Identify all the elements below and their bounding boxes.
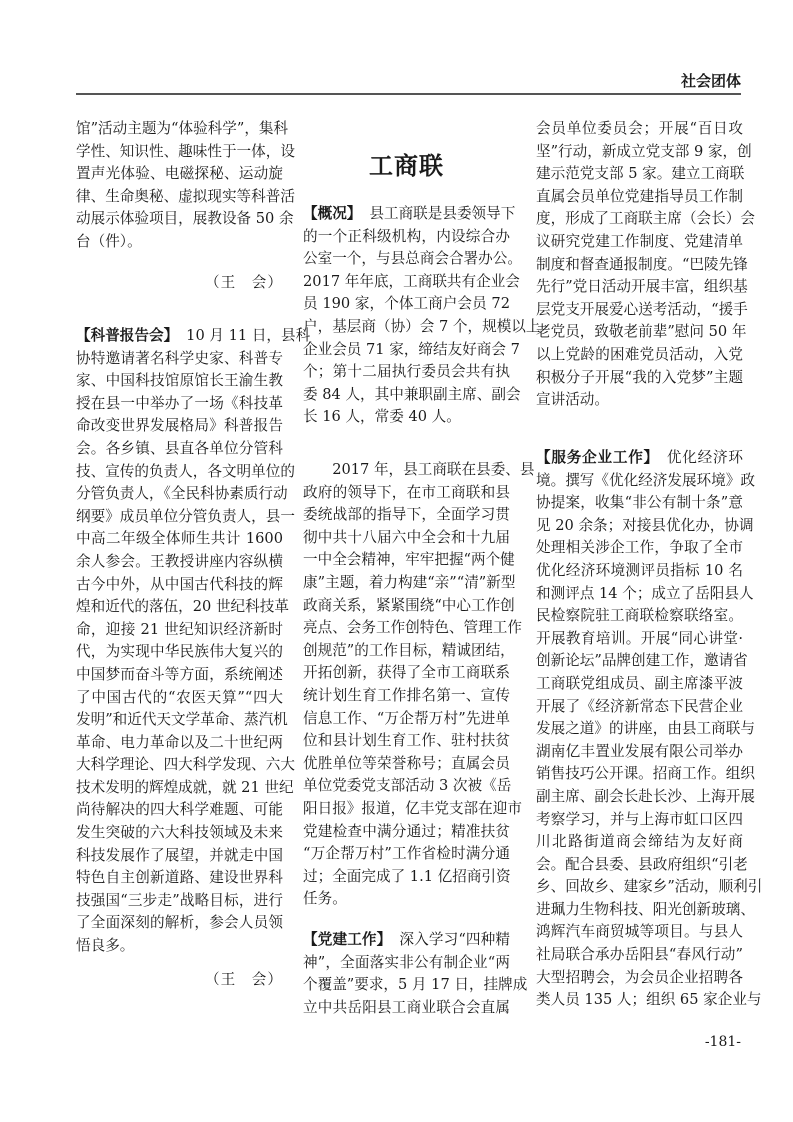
text-line bbox=[76, 822, 283, 845]
line-text: 命，迎接 21 世纪知识经济新时 bbox=[76, 620, 283, 638]
text-line bbox=[303, 798, 522, 821]
text-line bbox=[536, 673, 743, 696]
text-line bbox=[303, 271, 520, 294]
line-text: 授在县一中举办了一场《科技革 bbox=[76, 394, 283, 412]
text-line bbox=[76, 777, 294, 800]
text-line bbox=[76, 664, 283, 687]
line-text: 境。撰写《优化经济发展环境》政 bbox=[536, 471, 755, 489]
text-line bbox=[76, 754, 295, 777]
line-text: 阳日报》报道，亿丰党支部在迎市 bbox=[303, 799, 522, 817]
line-text: 县工商联是县委领导下 bbox=[369, 205, 516, 222]
line-text: 一中全会精神，牢牢把握“两个健 bbox=[303, 551, 515, 569]
text-line bbox=[76, 799, 283, 822]
line-text: 优化经济环 bbox=[666, 449, 743, 466]
section-heading: 【党建工作】 bbox=[303, 931, 392, 948]
line-text: 制度和督查通报制度。“巴陵先锋 bbox=[536, 255, 748, 273]
line-text: 悟良多。 bbox=[76, 937, 135, 955]
line-text: 副主席、副会长赴长沙、上海开展 bbox=[536, 787, 755, 805]
text-line bbox=[76, 528, 283, 551]
line-text: 发明”和近代天文学革命、蒸汽机 bbox=[76, 711, 288, 729]
text-line bbox=[303, 866, 510, 889]
line-text: 特色自主创新道路、建设世界科 bbox=[76, 869, 283, 887]
article-title: 工商联 bbox=[369, 151, 444, 180]
section-heading: 【概况】 bbox=[303, 205, 362, 222]
text-line bbox=[303, 952, 510, 975]
text-line bbox=[76, 912, 283, 935]
text-line bbox=[536, 344, 743, 367]
line-text: 政商关系，紧紧围绕“中心工作创 bbox=[303, 596, 515, 614]
line-text: 馆”活动主题为“体验科学”，集科 bbox=[76, 120, 289, 137]
line-text: 会员单位委员会；开展“百日攻 bbox=[536, 120, 743, 137]
line-text: 老党员，致敬老前辈”慰问 50 年 bbox=[536, 323, 747, 341]
line-text: 会。配合县委、县政府组织“引老 bbox=[536, 855, 748, 873]
line-text: 技、宣传的负责人，各文明单位的 bbox=[76, 462, 295, 480]
line-text: 深入学习“四种精 bbox=[399, 931, 510, 948]
text-line bbox=[303, 482, 510, 505]
text-line bbox=[76, 461, 295, 484]
line-text: 统计划生育工作排名第一、宣传 bbox=[303, 686, 510, 704]
line-text: 社局联合承办岳阳县“春风行动” bbox=[536, 946, 743, 964]
line-text: 建示范党支部 5 家。建立工商联 bbox=[536, 165, 745, 183]
line-text: 律、生命奥秘、虚拟现实等科普活 bbox=[76, 187, 295, 205]
text-line bbox=[303, 753, 510, 776]
text-line bbox=[536, 741, 743, 764]
line-text: 积极分子开展“我的入党梦”主题 bbox=[536, 368, 743, 386]
line-text: 优化经济环境测评员指标 10 名 bbox=[536, 561, 743, 579]
line-text: 优胜单位等荣誉称号；直属会员 bbox=[303, 754, 510, 772]
line-text: 民检察院驻工商联检察联络室。 bbox=[536, 607, 743, 625]
author-credit: （王 会） bbox=[205, 971, 283, 988]
author-credit: （王 会） bbox=[205, 274, 283, 291]
line-text: 大型招聘会，为会员企业招聘各 bbox=[536, 968, 743, 986]
line-text: 代，为实现中华民族伟大复兴的 bbox=[76, 643, 283, 661]
text-line bbox=[76, 163, 283, 186]
text-line bbox=[76, 483, 288, 506]
line-text: 协特邀请著名科学史家、科普专 bbox=[76, 349, 283, 367]
text-line bbox=[536, 854, 748, 877]
line-text: 的一个正科级机构，内设综合办 bbox=[303, 227, 510, 245]
text-line bbox=[76, 935, 283, 958]
text-line bbox=[303, 974, 528, 997]
text-line bbox=[536, 299, 748, 322]
line-text: 销售技巧公开课。招商工作。组织 bbox=[536, 765, 755, 783]
line-text: 2017 年年底，工商联共有企业会 bbox=[303, 272, 520, 290]
text-line bbox=[303, 504, 510, 527]
text-line bbox=[536, 447, 743, 470]
line-text: 了全面深刻的解析，参会人员领 bbox=[76, 914, 283, 932]
text-line bbox=[76, 393, 283, 416]
line-text: 川北路街道商会缔结为友好商 bbox=[536, 833, 743, 851]
text-line bbox=[536, 515, 754, 538]
text-line bbox=[76, 208, 294, 231]
text-line bbox=[536, 208, 755, 231]
text-line bbox=[536, 321, 747, 344]
line-text: 委 84 人，其中兼职副主席、副会 bbox=[303, 385, 521, 403]
text-line bbox=[536, 967, 743, 990]
line-text: 先行”党日活动开展丰富，组织基 bbox=[536, 278, 748, 296]
text-line bbox=[76, 574, 283, 597]
text-line bbox=[303, 572, 516, 595]
text-line bbox=[303, 685, 510, 708]
text-line bbox=[76, 370, 283, 393]
line-text: 单位党委党支部活动 3 次被《岳 bbox=[303, 777, 512, 795]
text-line bbox=[536, 605, 743, 628]
line-text: 进珮力生物科技、阳光创新玻璃、 bbox=[536, 900, 755, 918]
line-text: 任务。 bbox=[303, 890, 347, 908]
line-text: 处理相关涉企工作，争取了全市 bbox=[536, 539, 743, 557]
line-text: 了中国古代的“农医天算”“四大 bbox=[76, 688, 283, 706]
text-line bbox=[76, 438, 283, 461]
text-line bbox=[536, 831, 743, 854]
line-text: 以上党龄的困难党员活动，入党 bbox=[536, 345, 743, 363]
line-text: 纲要》成员单位分管负责人，县一 bbox=[76, 507, 295, 525]
line-text: 尚待解决的四大科学难题、可能 bbox=[76, 801, 283, 819]
line-text: 开拓创新，获得了全市工商联系 bbox=[303, 664, 510, 682]
line-text: 层党支开展爱心送考活动，“援手 bbox=[536, 300, 748, 318]
line-text: 信息工作、“万企帮万村”先进单 bbox=[303, 709, 510, 727]
text-line bbox=[536, 141, 752, 164]
text-line bbox=[76, 709, 288, 732]
text-line bbox=[76, 641, 283, 664]
line-text: 长 16 人，常委 40 人。 bbox=[303, 408, 461, 426]
line-text: 度，形成了工商联主席（会长）会 bbox=[536, 210, 755, 228]
line-text: 中高二年级全体师生共计 1600 bbox=[76, 530, 283, 548]
text-line bbox=[76, 415, 283, 438]
text-line bbox=[536, 650, 748, 673]
text-line bbox=[76, 687, 283, 710]
line-text: 协提案，收集“非公有制十条”意 bbox=[536, 494, 743, 512]
text-line bbox=[303, 203, 516, 226]
text-line bbox=[536, 118, 743, 141]
line-text: 创新论坛”品牌创建工作，邀请省 bbox=[536, 652, 748, 670]
line-text: 10 月 11 日，县科 bbox=[186, 327, 311, 344]
section-title: 社会团体 bbox=[680, 72, 741, 90]
paragraph-enterprise-service bbox=[536, 447, 763, 1012]
line-text: 公室一个，与县总商会合署办公。 bbox=[303, 250, 522, 268]
text-line bbox=[536, 389, 743, 412]
text-line bbox=[536, 367, 743, 390]
paragraph-science-museum bbox=[76, 118, 295, 254]
text-line bbox=[76, 506, 295, 529]
text-line bbox=[536, 989, 762, 1012]
text-line bbox=[303, 708, 510, 731]
text-line bbox=[536, 944, 743, 967]
line-text: 议研究党建工作制度、党建清单 bbox=[536, 232, 743, 250]
text-line bbox=[303, 617, 522, 640]
text-line bbox=[303, 662, 510, 685]
line-text: 台（件）。 bbox=[76, 232, 142, 250]
line-text: 坚”行动，新成立党支部 9 家，创 bbox=[536, 142, 752, 160]
line-text: 技术发明的辉煌成就，就 21 世纪 bbox=[76, 778, 294, 796]
text-line bbox=[76, 551, 283, 574]
text-line bbox=[303, 293, 510, 316]
section-heading: 【服务企业工作】 bbox=[536, 449, 659, 466]
line-text: 过；全面完成了 1.1 亿招商引资 bbox=[303, 867, 511, 885]
line-text: 宣讲活动。 bbox=[536, 391, 609, 409]
line-text: 企业会员 71 家，缔结友好商会 7 bbox=[303, 340, 520, 358]
line-text: 和测评点 14 个；成立了岳阳县人 bbox=[536, 584, 754, 602]
line-text: 煌和近代的落伍，20 世纪科技革 bbox=[76, 598, 289, 616]
line-text: 发展之道》的讲座，由县工商联与 bbox=[536, 720, 755, 738]
paragraph-overview bbox=[303, 203, 541, 429]
line-text: 类人员 135 人；组织 65 家企业与 bbox=[536, 991, 762, 1009]
text-line bbox=[76, 141, 295, 164]
text-line bbox=[536, 718, 755, 741]
text-line bbox=[303, 316, 541, 339]
text-line bbox=[303, 888, 510, 911]
text-line bbox=[303, 248, 522, 271]
text-line bbox=[76, 596, 289, 619]
text-line bbox=[536, 470, 755, 493]
line-text: 分管负责人，《全民科协素质行动 bbox=[76, 485, 288, 503]
line-text: 技强国“三步走”战略目标，进行 bbox=[76, 891, 283, 909]
text-line bbox=[536, 276, 748, 299]
text-line bbox=[303, 775, 510, 798]
line-text: 大科学理论、四大科学发现、六大 bbox=[76, 756, 295, 774]
line-text: 开展了《经济新常态下民营企业 bbox=[536, 697, 743, 715]
line-text: 考察学习，并与上海市虹口区四 bbox=[536, 810, 743, 828]
text-line bbox=[76, 619, 283, 642]
line-text: 学性、知识性、趣味性于一体，设 bbox=[76, 142, 295, 160]
line-text: 彻中共十八届六中全会和十九届 bbox=[303, 528, 510, 546]
text-line bbox=[76, 732, 283, 755]
text-line bbox=[536, 583, 754, 606]
line-text: 湖南亿丰置业发展有限公司举办 bbox=[536, 742, 743, 760]
text-line bbox=[536, 899, 755, 922]
text-line bbox=[536, 537, 743, 560]
text-line bbox=[303, 843, 510, 866]
line-text: 亮点、会务工作创特色、管理工作 bbox=[303, 619, 522, 637]
text-line bbox=[76, 890, 283, 913]
line-text: 发生突破的六大科技领域及未来 bbox=[76, 824, 283, 842]
text-line bbox=[536, 876, 763, 899]
line-text: 科技发展作了展望，并就走中国 bbox=[76, 846, 283, 864]
text-line bbox=[303, 997, 510, 1020]
text-line bbox=[303, 929, 510, 952]
text-line bbox=[536, 560, 743, 583]
text-line bbox=[76, 186, 295, 209]
text-line bbox=[303, 406, 510, 429]
line-text: 政府的领导下，在市工商联和县 bbox=[303, 483, 510, 501]
text-line bbox=[76, 325, 311, 348]
line-text: 直属会员单位党建指导员工作制 bbox=[536, 187, 743, 205]
line-text: 党建检查中满分通过；精准扶贫 bbox=[303, 822, 510, 840]
line-text: 会。各乡镇、县直各单位分管科 bbox=[76, 439, 283, 457]
text-line bbox=[76, 348, 283, 371]
line-text: 革命、电力革命以及二十世纪两 bbox=[76, 733, 283, 751]
text-line bbox=[536, 628, 743, 651]
text-line bbox=[303, 384, 521, 407]
line-text: 古今中外，从中国古代科技的辉 bbox=[76, 575, 283, 593]
section-heading: 【科普报告会】 bbox=[76, 327, 179, 344]
text-line bbox=[303, 640, 515, 663]
text-line bbox=[76, 231, 283, 254]
text-line bbox=[303, 730, 510, 753]
text-line bbox=[536, 186, 743, 209]
paragraph-science-lecture bbox=[76, 325, 311, 958]
line-text: 中国梦而奋斗等方面，系统阐述 bbox=[76, 665, 283, 683]
text-line bbox=[303, 361, 510, 384]
paragraph-2017-summary bbox=[303, 459, 535, 911]
text-line bbox=[536, 254, 748, 277]
text-line bbox=[536, 763, 755, 786]
line-text: 神”，全面落实非公有制企业“两 bbox=[303, 953, 510, 971]
line-text: 个；第十二届执行委员会共有执 bbox=[303, 363, 510, 381]
line-text: 家、中国科技馆原馆长王渝生教 bbox=[76, 372, 283, 390]
line-text: 命改变世界发展格局》科普报告 bbox=[76, 417, 283, 435]
text-line bbox=[536, 786, 755, 809]
text-line bbox=[536, 163, 743, 186]
text-line bbox=[303, 821, 510, 844]
text-line bbox=[536, 696, 743, 719]
text-line bbox=[536, 921, 743, 944]
line-text: 户，基层商（协）会 7 个，规模以上 bbox=[303, 317, 541, 335]
text-line bbox=[303, 226, 510, 249]
line-text: 见 20 余条；对接县优化办，协调 bbox=[536, 516, 754, 534]
line-text: 动展示体验项目，展教设备 50 余 bbox=[76, 210, 294, 228]
line-text: “万企帮万村”工作省检时满分通 bbox=[303, 845, 510, 863]
line-text: 委统战部的指导下，全面学习贯 bbox=[303, 506, 510, 524]
page-number: -181- bbox=[704, 1034, 741, 1050]
text-line bbox=[303, 595, 515, 618]
line-text: 置声光体验、电磁探秘、运动旋 bbox=[76, 165, 283, 183]
line-text: 2017 年，县工商联在县委、县 bbox=[332, 461, 535, 478]
line-text: 开展教育培训。开展“同心讲堂· bbox=[536, 629, 743, 647]
text-line bbox=[536, 231, 743, 254]
text-line bbox=[303, 527, 510, 550]
text-line bbox=[303, 339, 520, 362]
line-text: 个覆盖”要求，5 月 17 日，挂牌成 bbox=[303, 976, 528, 994]
paragraph-party-building bbox=[303, 929, 528, 1019]
line-text: 员 190 家，个体工商户会员 72 bbox=[303, 295, 510, 313]
text-line bbox=[76, 118, 289, 141]
line-text: 位和县计划生育工作、驻村扶贫 bbox=[303, 732, 510, 750]
line-text: 立中共岳阳县工商业联合会直属 bbox=[303, 998, 510, 1016]
text-line bbox=[76, 845, 283, 868]
text-line bbox=[536, 809, 743, 832]
line-text: 康”主题，着力构建“亲”“清”新型 bbox=[303, 573, 516, 591]
line-text: 创规范”的工作目标，精诚团结， bbox=[303, 641, 515, 659]
text-line bbox=[536, 492, 743, 515]
line-text: 乡、回故乡、建家乡”活动，顺利引 bbox=[536, 878, 763, 896]
line-text: 工商联党组成员、副主席漆平波 bbox=[536, 674, 743, 692]
paragraph-party-building-cont bbox=[536, 118, 755, 412]
text-line bbox=[303, 459, 535, 482]
text-line bbox=[76, 867, 283, 890]
header-rule bbox=[76, 93, 741, 95]
line-text: 余人参会。王教授讲座内容纵横 bbox=[76, 552, 283, 570]
text-line bbox=[303, 549, 515, 572]
line-text: 鸿辉汽车商贸城等项目。与县人 bbox=[536, 923, 743, 941]
